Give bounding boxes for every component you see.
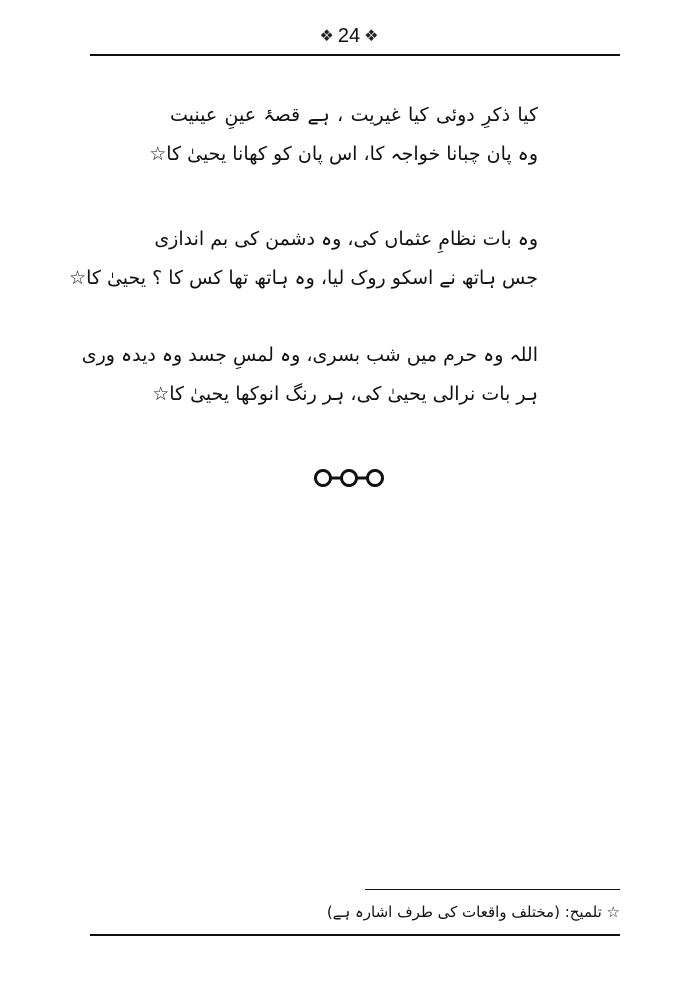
footnote-rule [365,889,620,890]
left-ornament-icon: ❖ [319,26,334,45]
page-number: 24 [337,25,361,47]
bottom-rule [90,934,620,936]
stanza-1 [149,104,538,165]
stanza-3 [81,344,538,405]
verse-line: وہ پان چبانا خواجہ کا، اس پان کو کھانا یحییٰ کا☆ [149,143,538,165]
verse-line: جس ہاتھ نے اسکو روک لیا، وہ ہاتھ تھا کس کا ؟ یحییٰ کا☆ [69,267,538,289]
section-end-ornament-icon [0,468,698,488]
page-header [0,26,698,46]
verse-line: ہر بات نرالی یحییٰ کی، ہر رنگ انوکھا یحییٰ کا☆ [152,383,538,405]
right-ornament-icon: ❖ [364,26,379,45]
verse-line: کیا ذکرِ دوئی کیا غیریت ، ہے قصۂ عینِ عینیت [170,104,538,126]
verse-line: اللہ وہ حرم میں شب بسری، وہ لمسِ جسد وہ دیدہ وری [81,344,538,366]
verse-line: وہ بات نظامِ عثماں کی، وہ دشمن کی بم اندازی [154,228,538,250]
stanza-2 [69,228,538,289]
header-rule [90,54,620,56]
footnote: ☆ تلمیح: (مختلف واقعات کی طرف اشارہ ہے) [326,903,620,921]
